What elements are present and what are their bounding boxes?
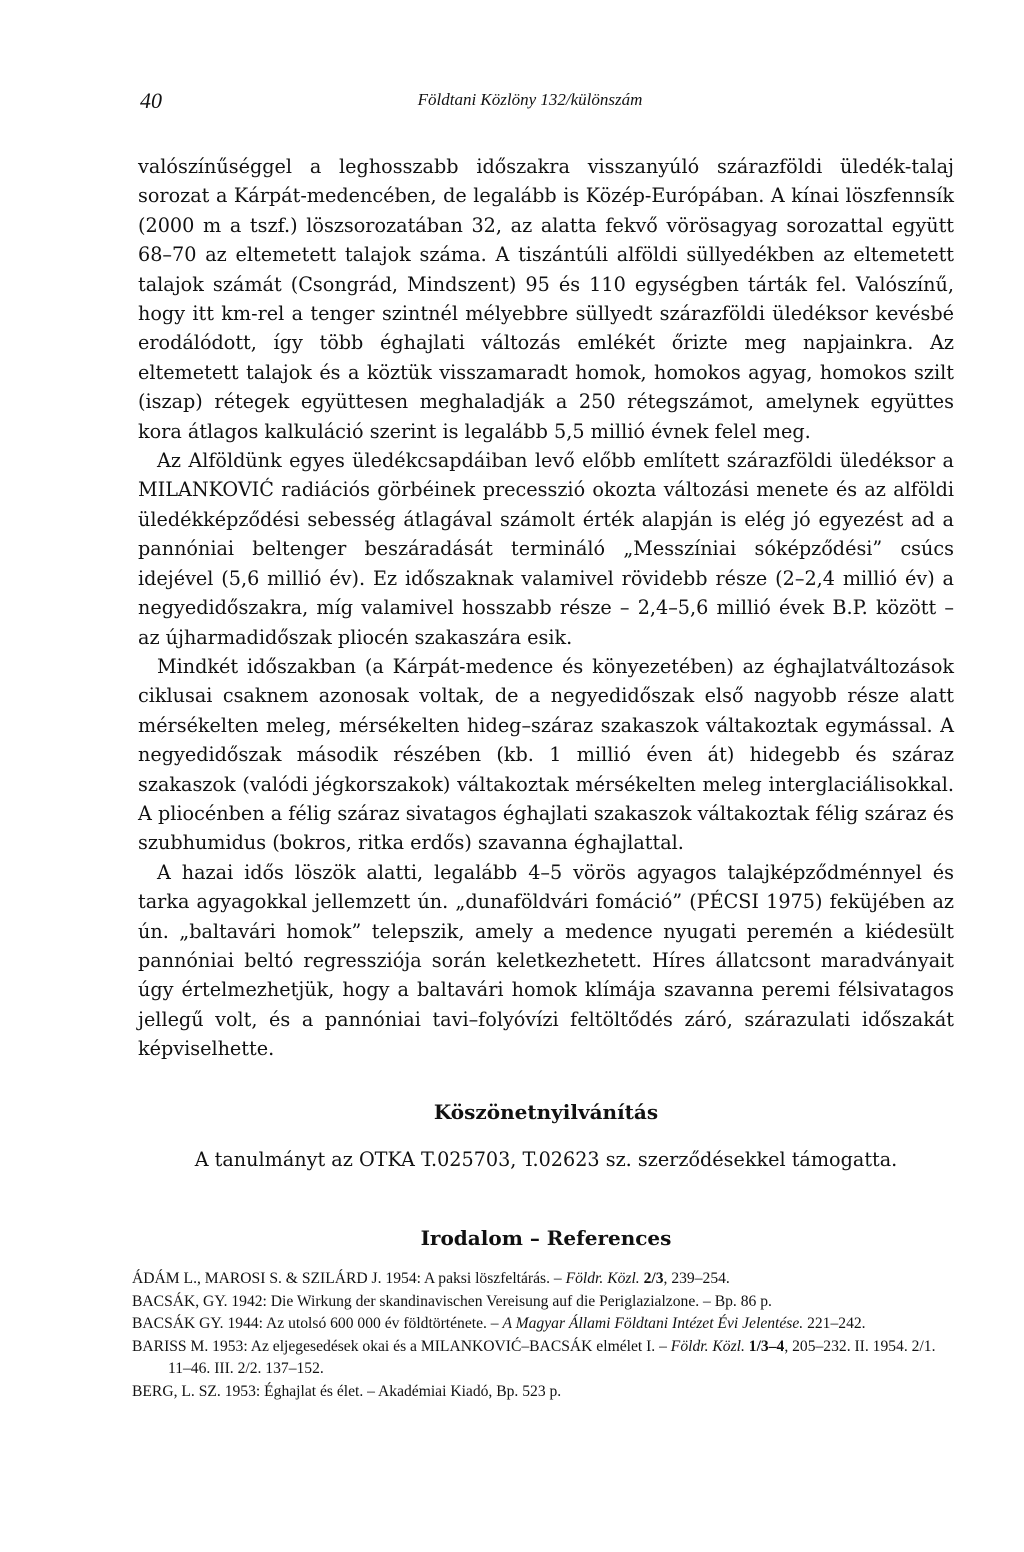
paragraph-2: Az Alföldünk egyes üledékcsapdáiban levő előbb említett szárazföldi üledéksor a MILANKOVIĆ radiációs görbéinek precesszió okozta változási menete és az alföldi üledékképződési sebesség átlagával számolt érték alapján is elég jó egyezést ad a pannóniai beltenger beszáradását termináló „Messzíniai sóképződési” csúcs idejével (5,6 millió év). Ez időszaknak valamivel rövidebb része (2–2,4 millió év) a negyedidőszakra, míg valamivel hosszabb része – 2,4–5,6 millió évek B.P. között – az újharmadidőszak pliocén szakaszára esik. xyxy=(138,449,954,649)
acknowledgement-heading: Köszönetnyilvánítás xyxy=(433,1100,659,1124)
reference-text: 1953: Az eljegesedések okai és a MILANKOVIĆ–BACSÁK elmélet I. – xyxy=(208,1337,671,1355)
reference-item xyxy=(132,1291,952,1314)
running-header xyxy=(140,88,920,118)
reference-authors: BERG, L. SZ. xyxy=(132,1382,221,1400)
reference-authors: BARISS M. xyxy=(132,1337,209,1355)
page-number: 40 xyxy=(140,88,162,113)
reference-authors: BACSÁK GY. xyxy=(132,1315,224,1333)
reference-pages: , 239–254. xyxy=(663,1270,730,1287)
reference-source: Földr. Közl. xyxy=(565,1270,640,1287)
main-text xyxy=(138,152,954,1064)
reference-text: 1954: A paksi löszfeltárás. – xyxy=(381,1270,566,1287)
paragraph-4: A hazai idős löszök alatti, legalább 4–5 vörös agyagos talajképződménnyel és tarka agyagokkal jellemzett ún. „dunaföldvári fomáció” (PÉCSI 1975) feküjében az ún. „baltavári homok” telepszik, amely a medence nyugati peremén a kiédesült pannóniai beltó regressziója során keletkezhetett. Híres állatcsont maradványait úgy értelmezhetjük, hogy a baltavári homok klímája szavanna peremi félsivatagos jellegű volt, és a pannóniai tavi–folyóvízi feltöltődés záró, szárazulati időszakát képviselhette. xyxy=(138,860,954,1061)
reference-authors: ÁDÁM L., MAROSI S. & SZILÁRD J. xyxy=(132,1270,382,1287)
journal-title: Földtani Közlöny 132/különszám xyxy=(417,90,643,109)
reference-source: A Magyar Állami Földtani Intézet Évi Jelentése. xyxy=(502,1315,804,1333)
reference-authors: BACSÁK, GY. xyxy=(132,1292,228,1310)
reference-item xyxy=(132,1313,952,1336)
acknowledgement-text: A tanulmányt az OTKA T.025703, T.02623 sz. szerződésekkel támogatta. xyxy=(194,1148,898,1171)
reference-text: 1942: Die Wirkung der skandinavischen Vereisung auf die Periglazialzone. – Bp. 86 p. xyxy=(227,1292,772,1310)
reference-text: 1953: Éghajlat és élet. – Akadémiai Kiadó, Bp. 523 p. xyxy=(220,1382,562,1400)
reference-item xyxy=(132,1381,952,1404)
reference-text: 1944: Az utolsó 600 000 év földtörténete. – xyxy=(223,1315,503,1333)
references-heading: Irodalom – References xyxy=(420,1226,672,1250)
reference-list xyxy=(132,1268,952,1404)
reference-item xyxy=(132,1336,952,1381)
paragraph-1: valószínűséggel a leghosszabb időszakra visszanyúló szárazföldi üledék-talaj sorozat a Kárpát-medencében, de legalább is Közép-Európában. A kínai löszfennsík (2000 m a tszf.) löszsorozatában 32, az alatta fekvő vörösagyag sorozattal együtt 68–70 az eltemetett talajok száma. A tiszántúli alföldi süllyedékben az eltemetett talajok számát (Csongrád, Mindszent) 95 és 110 egységben tárták fel. Valószínű, hogy itt km-rel a tenger szintnél mélyebbre süllyedt szárazföldi üledéksor kevésbé erodálódott, így több éghajlati változás emlékét őrizte meg napjainkra. Az eltemetett talajok és a köztük visszamaradt homok, homokos agyag, homokos szilt (iszap) rétegek együttesen meghaladják a 250 rétegszámot, amelynek együttes kora átlagos kalkuláció szerint is legalább 5,5 millió évnek felel meg. xyxy=(138,155,954,443)
reference-volume: 1/3–4 xyxy=(744,1337,785,1355)
reference-pages: 221–242. xyxy=(803,1315,866,1333)
paragraph-3: Mindkét időszakban (a Kárpát-medence és könyezetében) az éghajlatváltozások ciklusai csaknem azonosak voltak, de a negyedidőszak első nagyobb része alatt mérsékelten meleg, mérsékelten hideg–száraz szakaszok váltakoztak egymással. A negyedidőszak második részében (kb. 1 millió éven át) hidegebb és száraz szakaszok (valódi jégkorszakok) váltakoztak mérsékelten meleg interglaciálisokkal. A pliocénben a félig száraz sivatagos éghajlati szakaszok váltakoztak félig száraz és szubhumidus (bokros, ritka erdős) szavanna éghajlattal. xyxy=(138,654,954,855)
reference-item xyxy=(132,1268,952,1291)
reference-volume: 2/3 xyxy=(639,1270,664,1287)
reference-pages: , 205–232. II. 1954. 2/1. 11–46. III. 2/2. 137–152. xyxy=(168,1337,936,1378)
reference-source: Földr. Közl. xyxy=(670,1337,745,1355)
